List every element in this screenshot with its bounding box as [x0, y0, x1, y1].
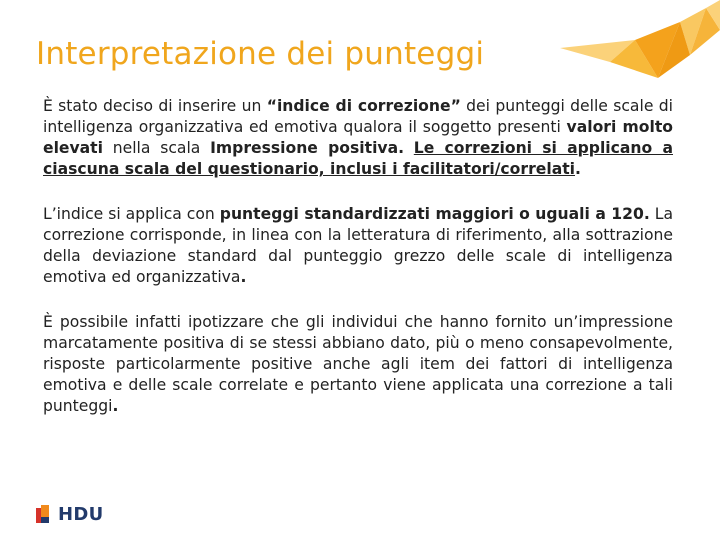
underlined-text: Le correzioni si applicano a ciascuna scala del questionario, inclusi i facilitatori/correlati	[43, 139, 673, 178]
text-run: È stato deciso di inserire un	[43, 97, 267, 115]
page-title: Interpretazione dei punteggi	[36, 36, 485, 72]
paragraph-2	[43, 204, 673, 288]
bold-text: Impressione positiva.	[210, 139, 405, 157]
text-run: nella scala	[102, 139, 211, 157]
hdu-logo	[36, 504, 104, 524]
paragraph-3	[43, 312, 673, 417]
bold-text: “indice di correzione”	[266, 97, 461, 115]
text-run: È possibile infatti ipotizzare che gli individui che hanno fornito un’impressione marcatamente positiva di se stessi abbiano dato, più o meno consapevolmente, risposte particolarmente positive anche agli item dei fattori di intelligenza emotiva e delle scale correlate e pertanto viene applicata una correzione a tali punteggi	[43, 313, 673, 415]
body-text	[43, 96, 673, 441]
text-run: L’indice si applica con	[43, 205, 220, 223]
bold-text: valori molto elevati	[43, 118, 673, 157]
origami-decoration	[540, 0, 720, 100]
text-run	[404, 139, 414, 157]
logo-text: HDU	[58, 503, 104, 525]
paragraph-1	[43, 96, 673, 180]
text-run: dei punteggi delle scale di intelligenza organizzativa ed emotiva qualora il soggetto presenti	[43, 97, 673, 136]
logo-mark-icon	[36, 505, 54, 523]
bold-text: .	[112, 397, 119, 415]
text-run: La correzione corrisponde, in linea con la letteratura di riferimento, alla sottrazione della deviazione standard dal punteggio grezzo delle scale di intelligenza emotiva ed organizzativa	[43, 205, 674, 286]
bold-text: .	[240, 268, 247, 286]
bold-text: .	[575, 160, 581, 178]
bold-text: punteggi standardizzati maggiori o uguali a 120.	[219, 205, 650, 223]
